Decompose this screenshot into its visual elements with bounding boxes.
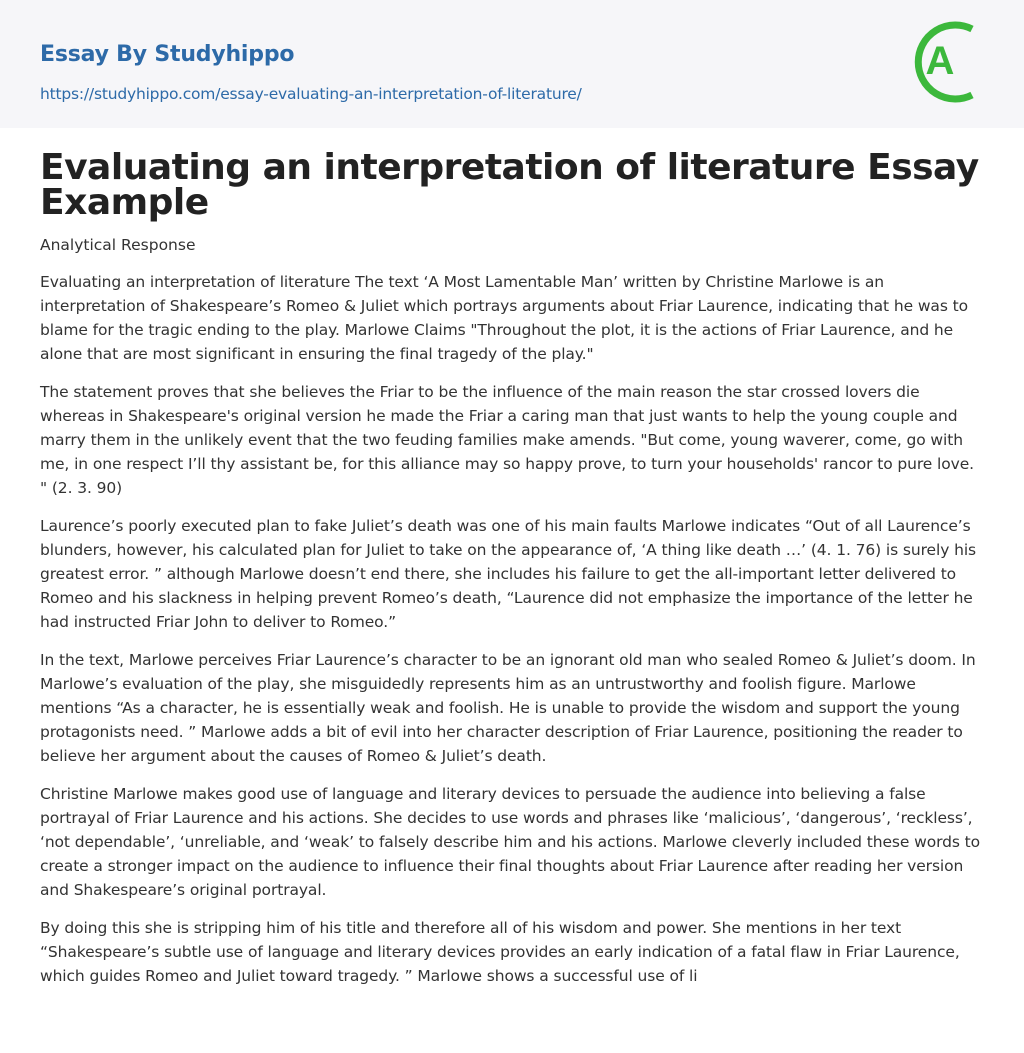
article: [0, 147, 1024, 988]
paragraph: The statement proves that she believes the Friar to be the influence of the main reason the star crossed lovers die whereas in Shakespeare's original version he made the Friar a caring man that just wants to help the young couple and marry them in the unlikely event that the two feuding families make amends. "But come, young waverer, come, go with me, in one respect I’ll thy assistant be, for this alliance may so happy prove, to turn your households' rancor to pure love. " (2. 3. 90): [40, 383, 974, 497]
paragraph: By doing this she is stripping him of his title and therefore all of his wisdom and power. She mentions in her text “Shakespeare’s subtle use of language and literary devices provides an early indication of a fatal flaw in Friar Laurence, which guides Romeo and Juliet toward tragedy. ” Marlowe shows a successful use of li: [40, 919, 960, 985]
logo-letter: A: [925, 39, 955, 83]
essay-url-link[interactable]: https://studyhippo.com/essay-evaluating-an-interpretation-of-literature/: [40, 85, 582, 103]
studyhippo-logo-icon[interactable]: [912, 19, 986, 105]
site-name[interactable]: Essay By Studyhippo: [40, 42, 295, 67]
paragraph: Laurence’s poorly executed plan to fake Juliet’s death was one of his main faults Marlowe indicates “Out of all Laurence’s blunders, however, his calculated plan for Juliet to take on the appearance of, ‘A thing like death …’ (4. 1. 76) is surely his greatest error. ” although Marlowe doesn’t end there, she includes his failure to get the all-important letter delivered to Romeo and his slackness in helping prevent Romeo’s death, “Laurence did not emphasize the importance of the letter he had instructed Friar John to deliver to Romeo.”: [40, 517, 977, 631]
site-header: [0, 0, 1024, 128]
paragraph: Evaluating an interpretation of literature The text ‘A Most Lamentable Man’ written by Christine Marlowe is an interpretation of Shakespeare’s Romeo & Juliet which portrays arguments about Friar Laurence, indicating that he was to blame for the tragic ending to the play. Marlowe Claims "Throughout the plot, it is the actions of Friar Laurence, and he alone that are most significant in ensuring the final tragedy of the play.": [40, 273, 968, 363]
paragraph: In the text, Marlowe perceives Friar Laurence’s character to be an ignorant old man who sealed Romeo & Juliet’s doom. In Marlowe’s evaluation of the play, she misguidedly represents him as an untrustworthy and foolish figure. Marlowe mentions “As a character, he is essentially weak and foolish. He is unable to provide the wisdom and support the young protagonists need. ” Marlowe adds a bit of evil into her character description of Friar Laurence, positioning the reader to believe her argument about the causes of Romeo & Juliet’s death.: [40, 651, 976, 765]
page-title: Evaluating an interpretation of literature Essay Example: [40, 147, 979, 223]
article-subtitle: Analytical Response: [40, 236, 196, 254]
paragraph: Christine Marlowe makes good use of language and literary devices to persuade the audience into believing a false portrayal of Friar Laurence and his actions. She decides to use words and phrases like ‘malicious’, ‘dangerous’, ‘reckless’, ‘not dependable’, ‘unreliable, and ‘weak’ to falsely describe him and his actions. Marlowe cleverly included these words to create a stronger impact on the audience to influence their final thoughts about Friar Laurence after reading her version and Shakespeare’s original portrayal.: [40, 785, 980, 899]
